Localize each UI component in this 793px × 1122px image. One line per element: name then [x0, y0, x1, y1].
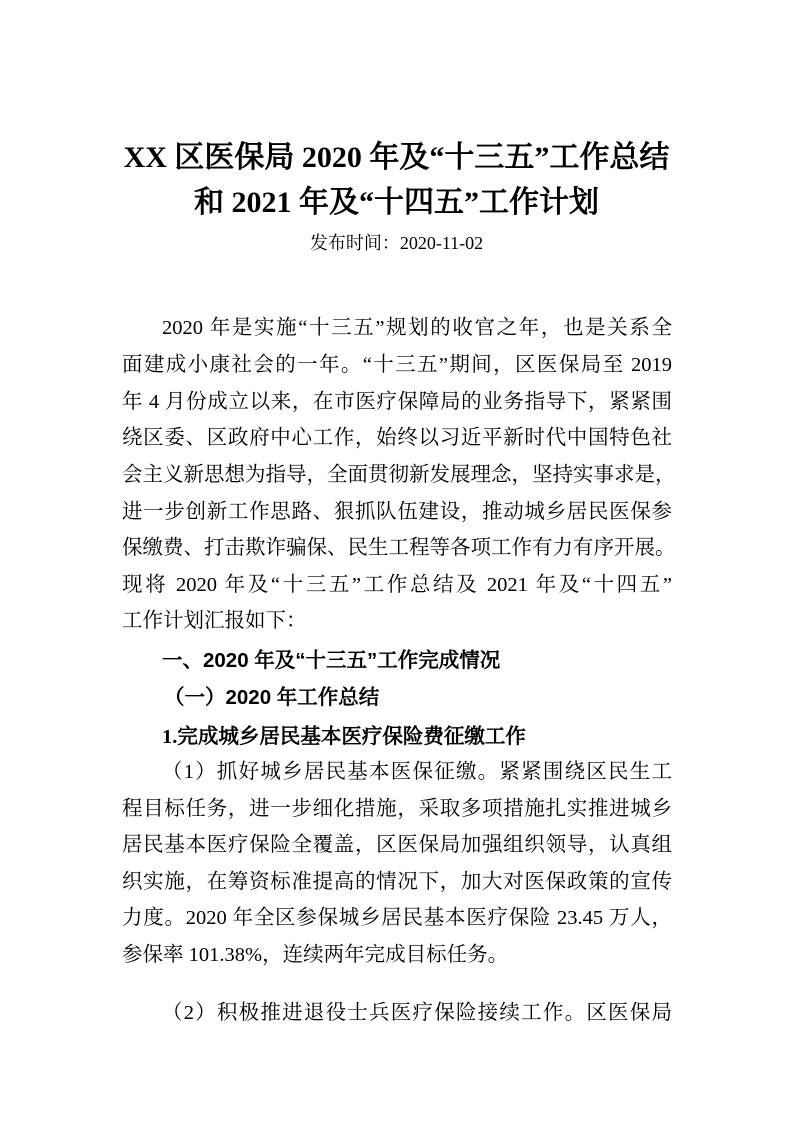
- title-line-2: 和 2021 年及“十四五”工作计划: [194, 186, 599, 219]
- paragraph-line: （1）抓好城乡居民基本医保征缴。紧紧围绕区民生工: [162, 761, 672, 783]
- section-heading-3: 1.完成城乡居民基本医疗保险费征缴工作: [162, 726, 526, 748]
- paragraph-line: 力度。2020 年全区参保城乡居民基本医疗保险 23.45 万人，: [122, 907, 672, 929]
- intro-line: 会主义新思想为指导，全面贯彻新发展理念，坚持实事求是，: [122, 464, 676, 486]
- intro-line: 现将 2020 年及“十三五”工作总结及 2021 年及“十四五”: [122, 574, 672, 596]
- intro-line: 2020 年是实施“十三五”规划的收官之年，也是关系全: [162, 317, 672, 339]
- intro-line: 年 4 月份成立以来，在市医疗保障局的业务指导下，紧紧围: [122, 391, 672, 413]
- title-line-1: XX 区医保局 2020 年及“十三五”工作总结: [123, 141, 670, 174]
- paragraph-line: （2）积极推进退役士兵医疗保险接续工作。区医保局: [162, 1002, 672, 1024]
- paragraph-line: 居民基本医疗保险全覆盖，区医保局加强组织领导，认真组: [122, 834, 672, 856]
- paragraph-line: 参保率 101.38%，连续两年完成目标任务。: [122, 944, 509, 966]
- section-heading-2: （一）2020 年工作总结: [164, 686, 380, 709]
- intro-line: 绕区委、区政府中心工作，始终以习近平新时代中国特色社: [122, 427, 672, 449]
- intro-line: 工作计划汇报如下：: [122, 610, 307, 632]
- section-heading-1: 一、2020 年及“十三五”工作完成情况: [162, 649, 501, 672]
- intro-line: 保缴费、打击欺诈骗保、民生工程等各项工作有力有序开展。: [122, 537, 676, 559]
- intro-line: 面建成小康社会的一年。“十三五”期间，区医保局至 2019: [122, 354, 672, 376]
- publish-date: 发布时间：2020-11-02: [309, 233, 484, 253]
- paragraph-line: 程目标任务，进一步细化措施，采取多项措施扎实推进城乡: [122, 798, 672, 820]
- paragraph-line: 织实施，在筹资标准提高的情况下，加大对医保政策的宣传: [122, 871, 672, 893]
- intro-line: 进一步创新工作思路、狠抓队伍建设，推动城乡居民医保参: [122, 501, 672, 523]
